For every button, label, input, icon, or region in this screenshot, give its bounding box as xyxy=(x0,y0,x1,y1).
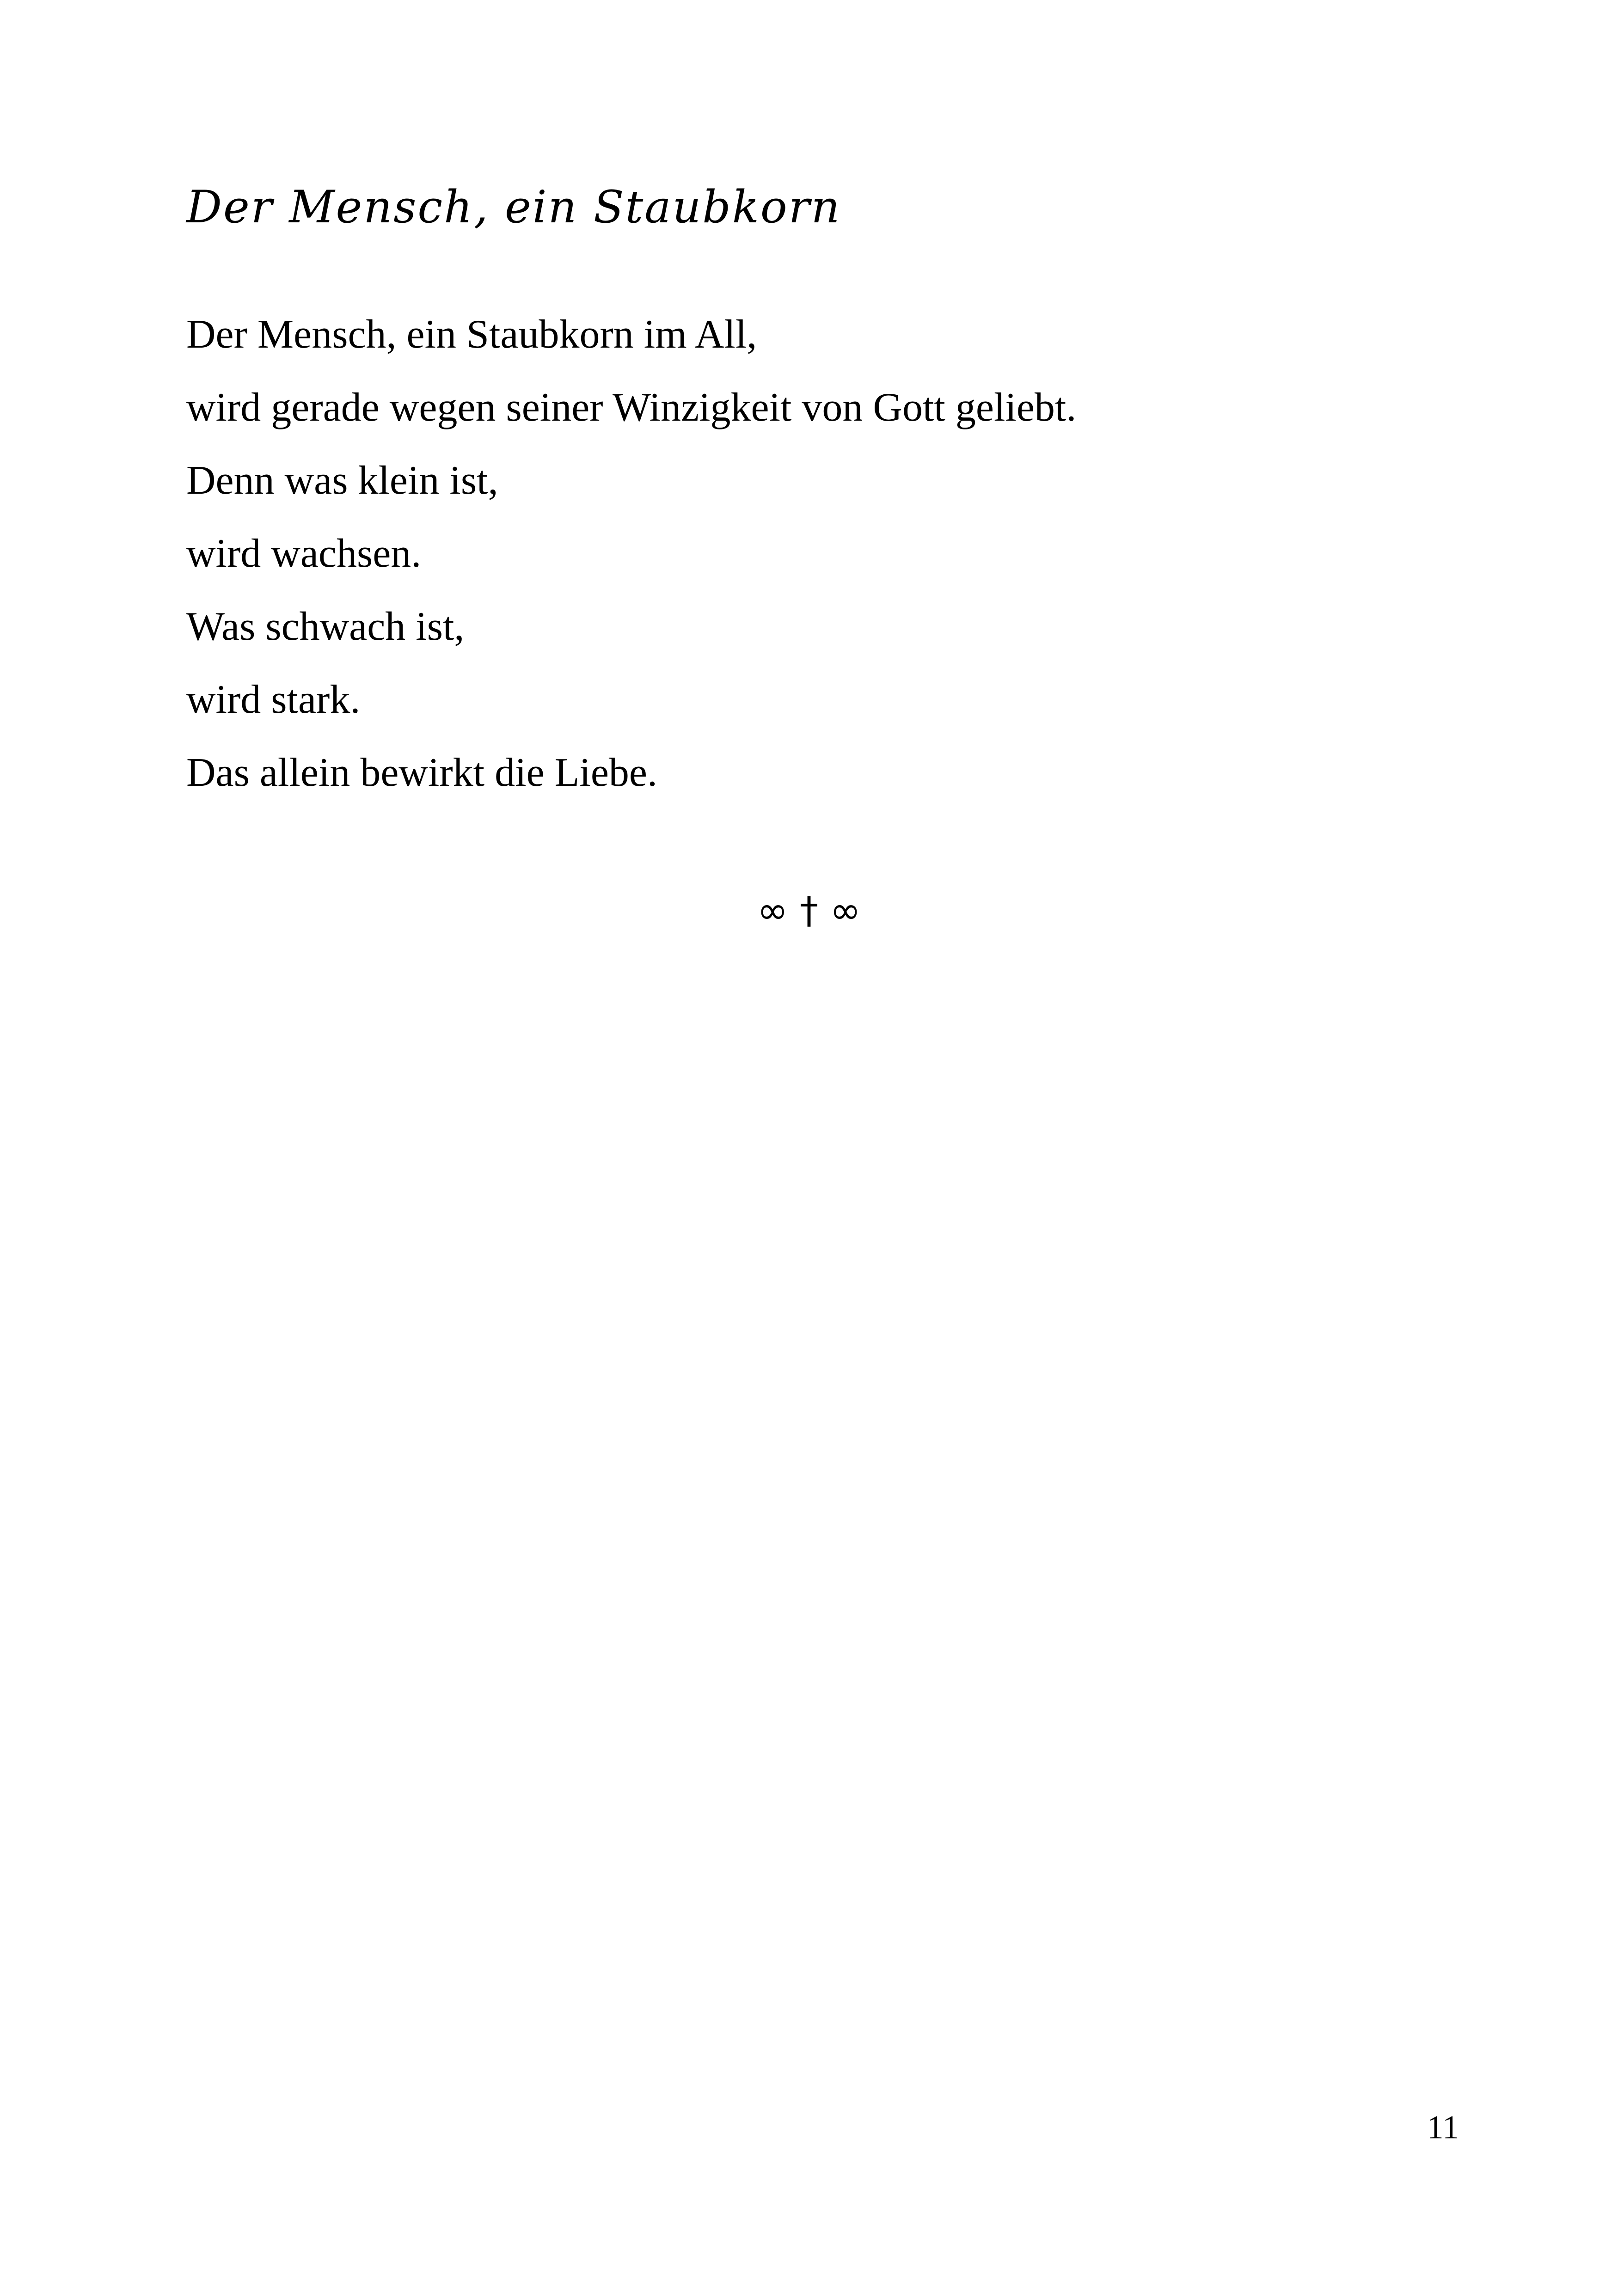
page-number: 11 xyxy=(1427,2109,1459,2146)
poem-line: Was schwach ist, xyxy=(186,604,465,649)
poem-line: wird gerade wegen seiner Winzigkeit von Gott geliebt. xyxy=(186,385,1077,430)
poem-line: Denn was klein ist, xyxy=(186,458,498,503)
poem-line: Der Mensch, ein Staubkorn im All, xyxy=(186,312,757,357)
poem-line: wird wachsen. xyxy=(186,531,422,576)
poem-title: Der Mensch, ein Staubkorn xyxy=(186,181,841,233)
poem-line: wird stark. xyxy=(186,677,361,722)
poem-line: Das allein bewirkt die Liebe. xyxy=(186,750,657,795)
section-ornament: ∞ † ∞ xyxy=(757,889,861,932)
